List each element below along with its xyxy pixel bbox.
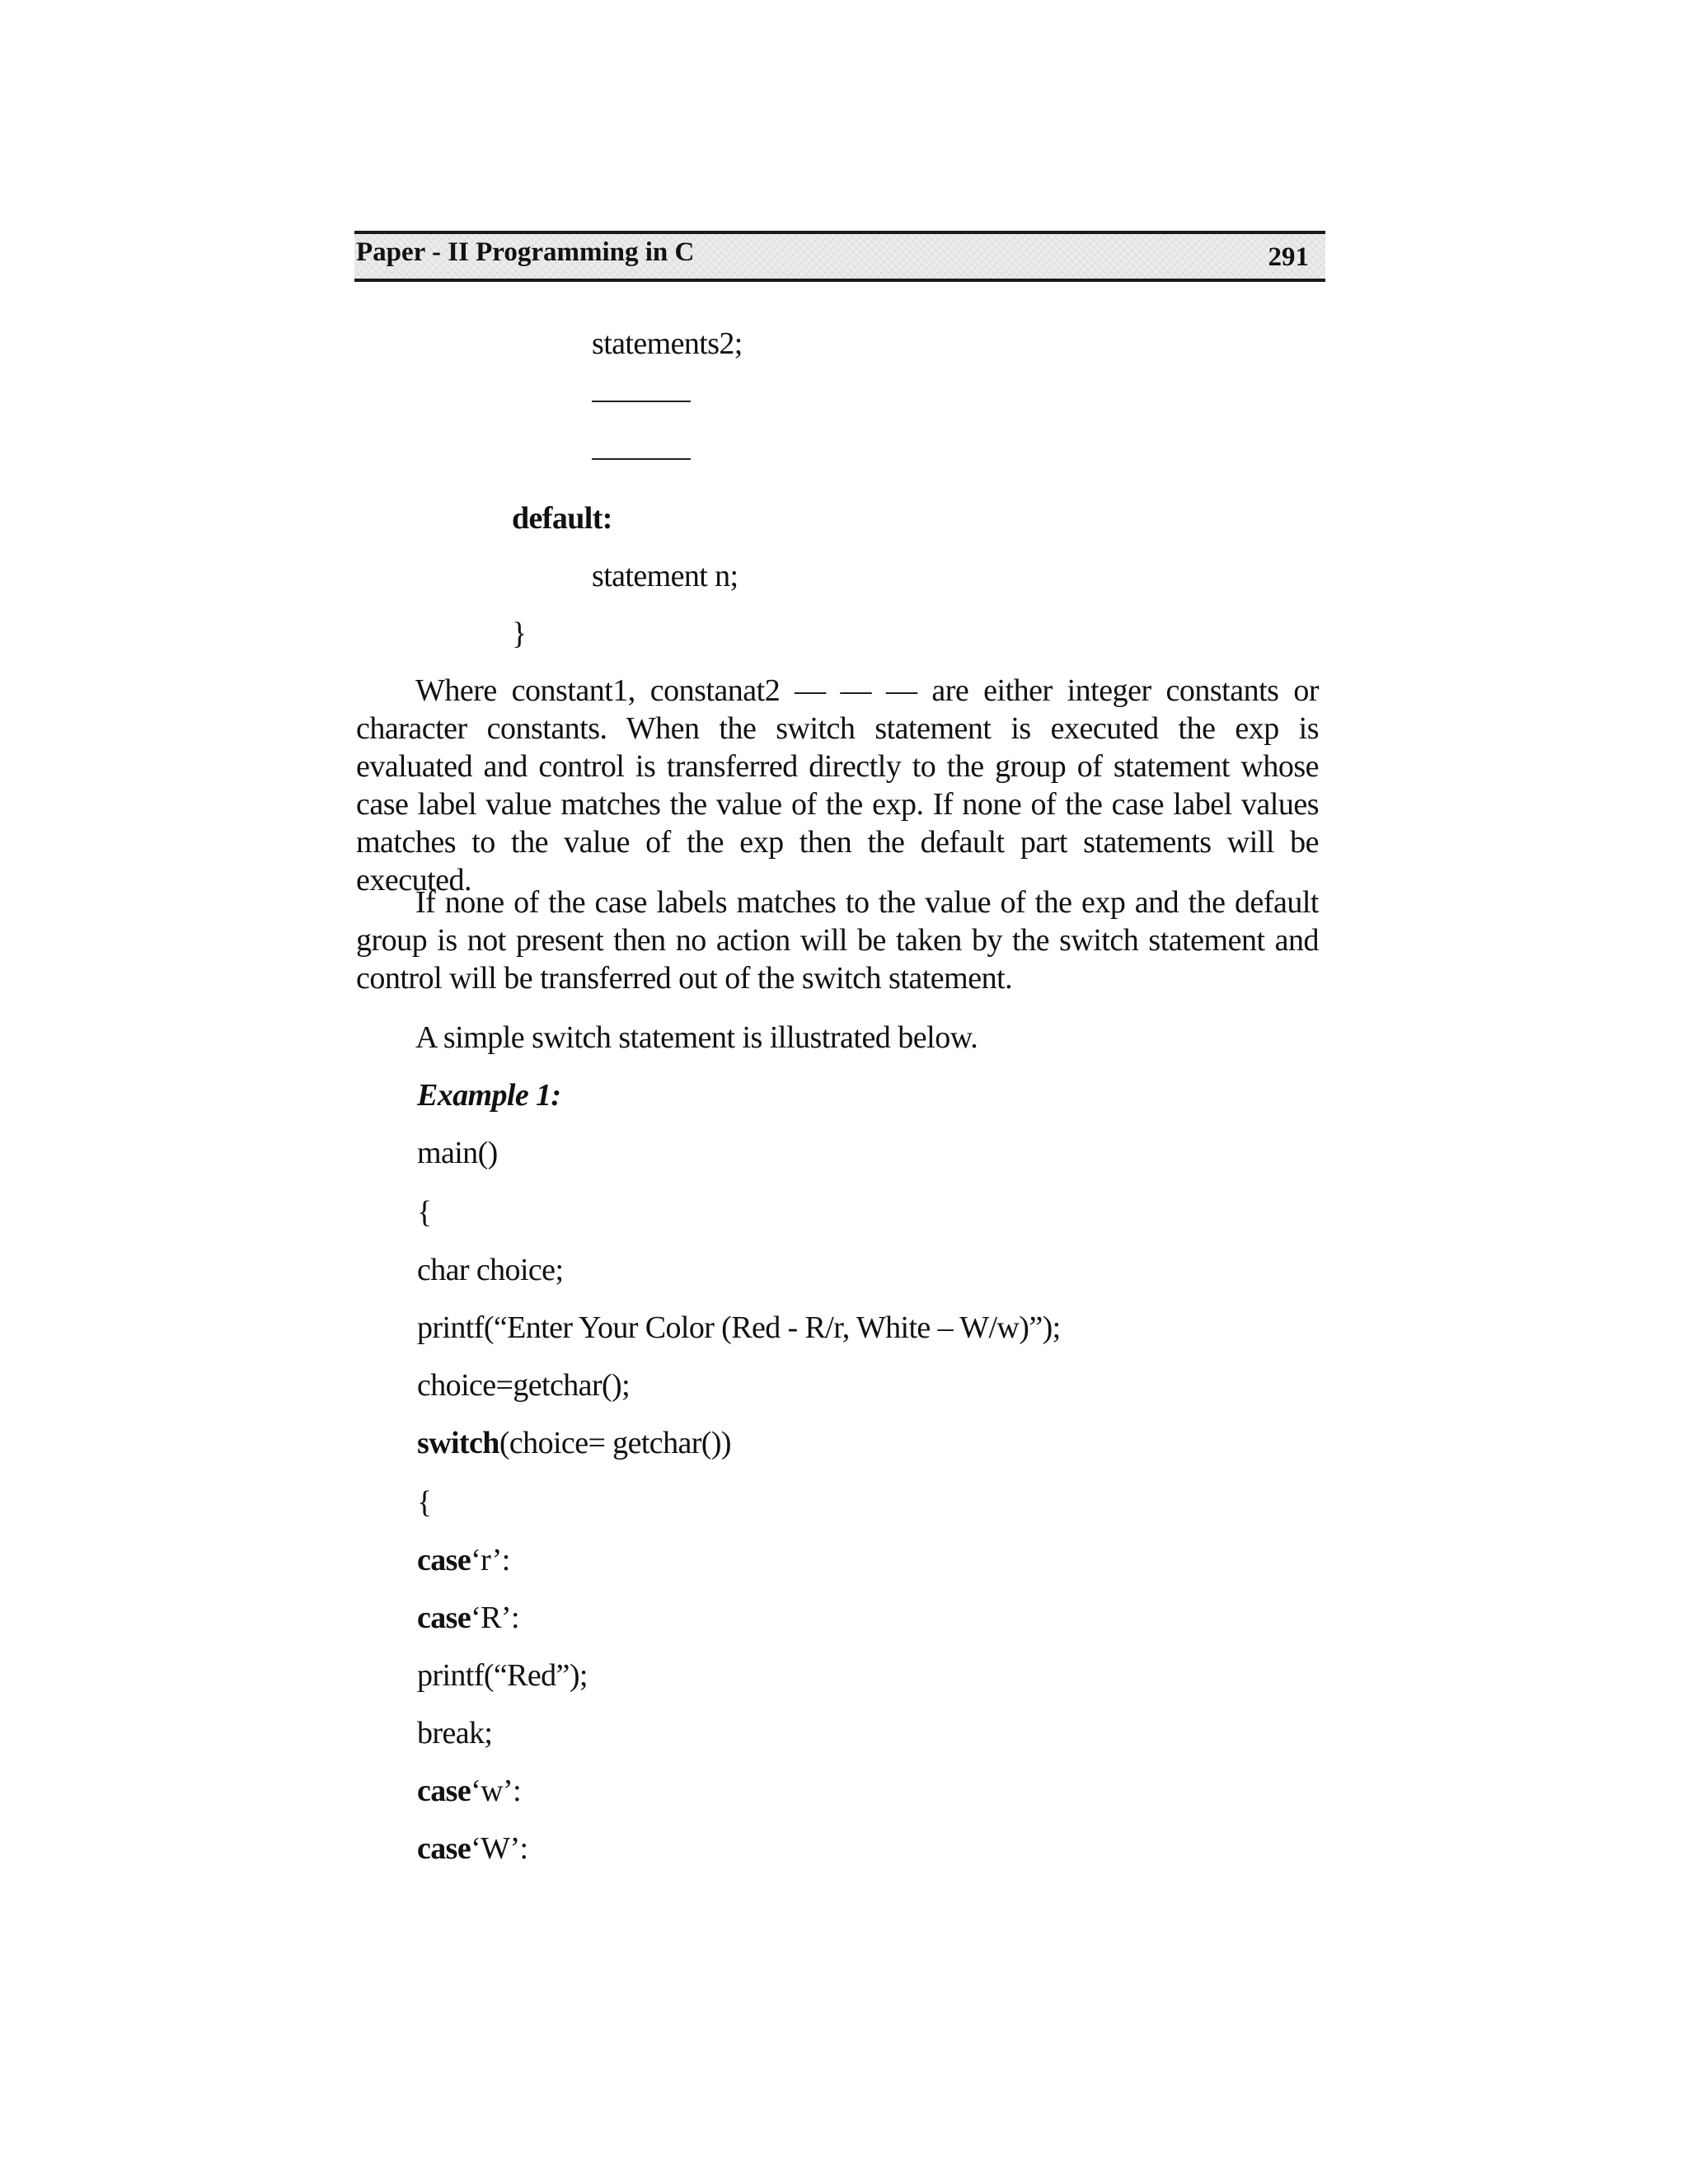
- syntax-closing-brace: }: [512, 616, 527, 651]
- code-printf-prompt: printf(“Enter Your Color (Red - R/r, White – W/w)”);: [417, 1310, 1061, 1345]
- header-title: Paper - II Programming in C: [356, 237, 695, 267]
- code-case-value: ‘R’:: [471, 1601, 519, 1635]
- code-break: break;: [417, 1716, 493, 1750]
- syntax-blank-rule-2: [592, 458, 691, 460]
- code-switch-expression: (choice= getchar()): [499, 1426, 731, 1460]
- paragraph-no-default: If none of the case labels matches to the value of the exp and the default group is not present then no action will be taken by the switch statement and control will be transferred out of the switch statement.: [356, 885, 1319, 996]
- code-open-brace: {: [417, 1195, 432, 1230]
- paragraph-explanation: Where constant1, constanat2 — — — are either integer constants or character constants. When the switch statement is executed the exp is evaluated and control is transferred directly to the group of statement whose case label value matches the value of the exp. If none of the case label values matches to the value of the exp then the default part statements will be executed.: [356, 673, 1319, 898]
- code-switch-brace: {: [417, 1485, 432, 1520]
- syntax-blank-rule-1: [592, 401, 691, 402]
- code-getchar: choice=getchar();: [417, 1368, 631, 1403]
- code-case-w-lower: [417, 1775, 521, 1807]
- code-case-r-lower: [417, 1544, 510, 1576]
- code-main: main(): [417, 1136, 498, 1170]
- code-declaration: char choice;: [417, 1253, 564, 1287]
- code-case-value: ‘w’:: [471, 1774, 522, 1808]
- syntax-statement-n: statement n;: [592, 559, 738, 593]
- code-case-keyword: case: [417, 1831, 471, 1866]
- syntax-default-label: default:: [512, 501, 612, 536]
- page-number: 291: [1268, 242, 1309, 272]
- running-header: [354, 231, 1325, 282]
- code-case-value: ‘W’:: [471, 1831, 528, 1866]
- code-case-value: ‘r’:: [471, 1543, 510, 1577]
- code-case-keyword: case: [417, 1601, 471, 1635]
- syntax-statements2: statements2;: [592, 326, 743, 361]
- code-case-w-upper: [417, 1833, 528, 1864]
- example-title: Example 1:: [417, 1078, 561, 1113]
- code-switch-line: [417, 1427, 731, 1459]
- code-printf-red: printf(“Red”);: [417, 1658, 588, 1693]
- code-case-keyword: case: [417, 1543, 471, 1577]
- code-case-keyword: case: [417, 1774, 471, 1808]
- code-switch-keyword: switch: [417, 1426, 499, 1460]
- code-case-r-upper: [417, 1602, 519, 1633]
- paragraph-intro-example: A simple switch statement is illustrated below.: [415, 1020, 978, 1055]
